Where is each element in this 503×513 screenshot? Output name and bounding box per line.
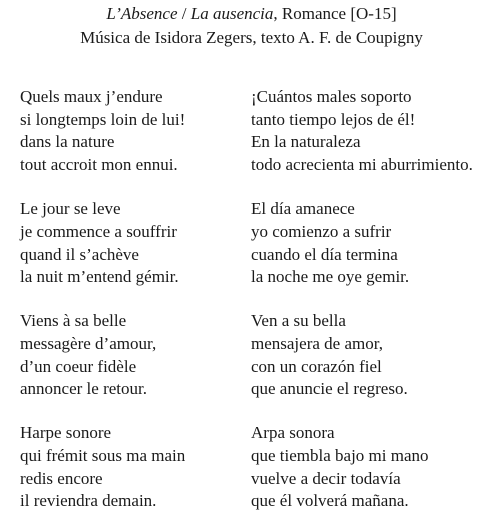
title-genre: , Romance [O-15] [273, 4, 397, 23]
verse-line: con un corazón fiel [251, 356, 382, 376]
verse-line: annoncer le retour. [20, 379, 147, 399]
stanza [251, 422, 473, 513]
verse-line: messagère d’amour, [20, 333, 157, 353]
verse-line: que tiembla bajo mi mano [251, 446, 429, 466]
verse-line: que anuncie el regreso. [251, 379, 408, 399]
credits-line: Música de Isidora Zegers, texto A. F. de Coupigny [80, 28, 423, 47]
verse-line: la noche me oye gemir. [251, 267, 410, 287]
title-french: L’Absence [106, 4, 178, 23]
verse-line: vuelve a decir todavía [251, 468, 401, 488]
verse-line: si longtemps loin de lui! [20, 109, 186, 129]
stanza [20, 310, 185, 401]
verse-line: yo comienzo a sufrir [251, 221, 392, 241]
verse-line: Viens à sa belle [20, 311, 127, 331]
french-lyrics-column [20, 86, 185, 513]
verse-line: mensajera de amor, [251, 333, 383, 353]
verse-line: dans la nature [20, 132, 115, 152]
verse-line: En la naturaleza [251, 132, 361, 152]
verse-line: Harpe sonore [20, 423, 112, 443]
stanza [20, 86, 185, 177]
verse-line: la nuit m’entend gémir. [20, 267, 179, 287]
verse-line: cuando el día termina [251, 244, 398, 264]
verse-line: El día amanece [251, 199, 355, 219]
document-header [0, 2, 503, 50]
verse-line: que él volverá mañana. [251, 491, 409, 511]
verse-line: tanto tiempo lejos de él! [251, 109, 416, 129]
verse-line: todo acrecienta mi aburrimiento. [251, 155, 473, 175]
stanza [251, 86, 473, 177]
verse-line: Arpa sonora [251, 423, 335, 443]
verse-line: qui frémit sous ma main [20, 446, 186, 466]
spanish-lyrics-column [251, 86, 473, 513]
verse-line: ¡Cuántos males soporto [251, 87, 412, 106]
title-line [0, 2, 503, 26]
title-separator: / [177, 4, 191, 23]
stanza [251, 198, 473, 289]
verse-line: Le jour se leve [20, 199, 121, 219]
verse-line: d’un coeur fidèle [20, 356, 137, 376]
stanza [20, 422, 185, 513]
verse-line: Ven a su bella [251, 311, 346, 331]
title-spanish: La ausencia [190, 4, 274, 23]
verse-line: Quels maux j’endure [20, 87, 163, 106]
verse-line: il reviendra demain. [20, 491, 157, 511]
stanza [20, 198, 185, 289]
verse-line: je commence a souffrir [20, 221, 177, 241]
verse-line: tout accroit mon ennui. [20, 155, 178, 175]
verse-line: redis encore [20, 468, 103, 488]
stanza [251, 310, 473, 401]
verse-line: quand il s’achève [20, 244, 139, 264]
